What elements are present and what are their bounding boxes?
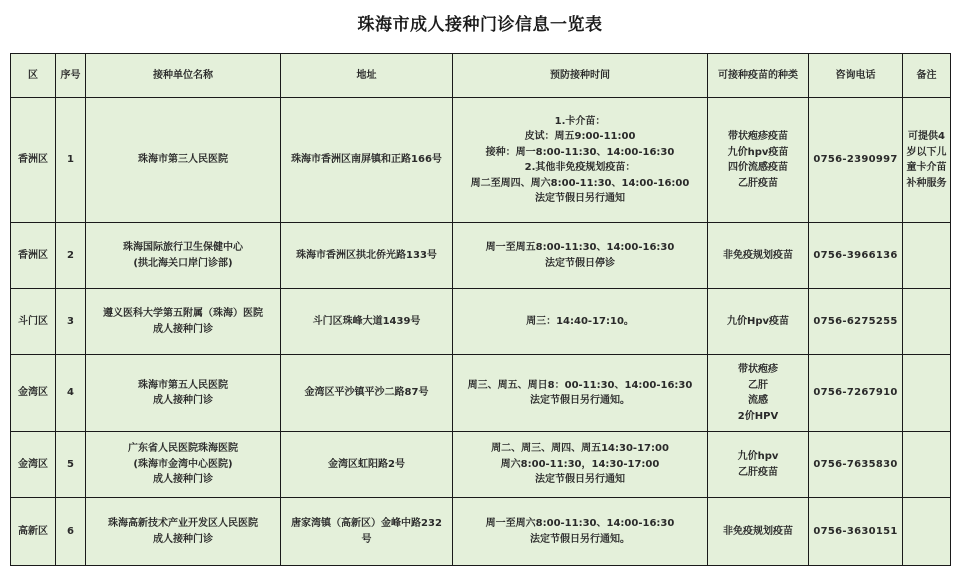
cell-address xyxy=(281,498,453,566)
cell-name xyxy=(86,98,281,223)
address-line: 金湾区虹阳路2号 xyxy=(328,458,405,470)
cell-phone: 0756-2390997 xyxy=(809,98,903,223)
name-line: 珠海国际旅行卫生保健中心 xyxy=(123,242,243,253)
cell-no: 2 xyxy=(56,223,86,289)
address-line: 珠海市香洲区拱北侨光路133号 xyxy=(296,249,437,261)
cell-phone: 0756-7635830 xyxy=(809,432,903,498)
cell-no: 3 xyxy=(56,289,86,355)
cell-no: 6 xyxy=(56,498,86,566)
vaccine-line: 带状疱疹 xyxy=(738,364,778,375)
cell-district: 高新区 xyxy=(11,498,56,566)
time-line: 法定节假日另行通知 xyxy=(535,474,625,486)
name-line: 成人接种门诊 xyxy=(153,533,213,545)
header-note: 备注 xyxy=(903,54,951,98)
table-row xyxy=(11,355,951,432)
cell-address xyxy=(281,98,453,223)
address-line: 唐家湾镇（高新区）金峰中路232 xyxy=(291,518,442,529)
name-line: 广东省人民医院珠海医院 xyxy=(128,443,238,455)
name-line: (拱北海关口岸门诊部) xyxy=(133,257,233,269)
table-row xyxy=(11,498,951,566)
name-line: 成人接种门诊 xyxy=(153,395,213,406)
cell-address xyxy=(281,355,453,432)
cell-note xyxy=(903,223,951,289)
name-line: 珠海高新技术产业开发区人民医院 xyxy=(108,518,258,529)
header-time: 预防接种时间 xyxy=(453,54,708,98)
cell-note xyxy=(903,289,951,355)
vaccine-line: 流感 xyxy=(748,395,768,406)
vaccine-line: 乙肝 xyxy=(748,379,768,391)
cell-phone: 0756-6275255 xyxy=(809,289,903,355)
cell-no: 5 xyxy=(56,432,86,498)
cell-name xyxy=(86,223,281,289)
cell-address xyxy=(281,223,453,289)
name-line: 珠海市第三人民医院 xyxy=(138,154,228,166)
name-line: 成人接种门诊 xyxy=(153,474,213,486)
cell-vaccines xyxy=(708,355,809,432)
name-line: 遵义医科大学第五附属（珠海）医院 xyxy=(103,308,263,319)
cell-time xyxy=(453,289,708,355)
header-district: 区 xyxy=(11,54,56,98)
cell-note xyxy=(903,498,951,566)
time-line: 周三、周五、周日8：00-11:30、14:00-16:30 xyxy=(467,379,693,391)
address-line: 斗门区珠峰大道1439号 xyxy=(312,315,421,327)
table-row xyxy=(11,432,951,498)
cell-note xyxy=(903,98,951,223)
time-line: 周一至周六8:00-11:30、14:00-16:30 xyxy=(485,518,675,529)
cell-name xyxy=(86,432,281,498)
note-line: 岁以下儿 xyxy=(906,146,947,158)
header-phone: 咨询电话 xyxy=(809,54,903,98)
note-line: 可提供4 xyxy=(908,131,945,142)
vaccine-line: 乙肝疫苗 xyxy=(738,466,778,478)
note-line: 童卡介苗 xyxy=(906,162,947,173)
time-line: 法定节假日另行通知 xyxy=(535,193,625,204)
address-line: 珠海市香洲区南屏镇和正路166号 xyxy=(291,154,442,166)
time-line: 皮试：周五9:00-11:00 xyxy=(524,131,636,142)
cell-no: 1 xyxy=(56,98,86,223)
vaccine-line: 乙肝疫苗 xyxy=(738,177,778,189)
time-line: 法定节假日停诊 xyxy=(545,257,615,269)
page-title: 珠海市成人接种门诊信息一览表 xyxy=(357,15,603,35)
vaccine-line: 九价hpv疫苗 xyxy=(727,146,789,158)
cell-time xyxy=(453,432,708,498)
time-line: 接种：周一8:00-11:30、14:00-16:30 xyxy=(485,146,675,158)
name-line: 珠海市第五人民医院 xyxy=(138,379,228,391)
time-line: 周六8:00-11:30，14:30-17:00 xyxy=(500,458,660,470)
cell-phone: 0756-7267910 xyxy=(809,355,903,432)
vaccine-line: 非免疫规划疫苗 xyxy=(723,249,793,261)
name-line: (珠海市金湾中心医院) xyxy=(133,458,233,470)
address-line: 金湾区平沙镇平沙二路87号 xyxy=(304,387,429,399)
time-line: 2.其他非免疫规划疫苗： xyxy=(524,162,636,173)
cell-name xyxy=(86,355,281,432)
cell-address xyxy=(281,432,453,498)
table-header-row xyxy=(11,54,951,98)
cell-district: 金湾区 xyxy=(11,355,56,432)
time-line: 周二至周四、周六8:00-11:30、14:00-16:00 xyxy=(470,177,690,189)
time-line: 法定节假日另行通知。 xyxy=(530,395,630,406)
cell-name xyxy=(86,498,281,566)
cell-vaccines xyxy=(708,498,809,566)
cell-district: 香洲区 xyxy=(11,223,56,289)
table-row xyxy=(11,223,951,289)
cell-address xyxy=(281,289,453,355)
header-vaccines: 可接种疫苗的种类 xyxy=(708,54,809,98)
table-row xyxy=(11,289,951,355)
cell-note xyxy=(903,355,951,432)
vaccine-line: 带状疱疹疫苗 xyxy=(728,131,788,142)
cell-vaccines xyxy=(708,223,809,289)
vaccine-line: 非免疫规划疫苗 xyxy=(723,525,793,537)
cell-district: 香洲区 xyxy=(11,98,56,223)
vaccine-line: 四价流感疫苗 xyxy=(728,162,788,173)
header-no: 序号 xyxy=(56,54,86,98)
time-line: 法定节假日另行通知。 xyxy=(530,533,630,545)
time-line: 周一至周五8:00-11:30、14:00-16:30 xyxy=(485,242,675,253)
header-name: 接种单位名称 xyxy=(86,54,281,98)
cell-district: 斗门区 xyxy=(11,289,56,355)
cell-vaccines xyxy=(708,98,809,223)
cell-phone: 0756-3630151 xyxy=(809,498,903,566)
time-line: 1.卡介苗： xyxy=(554,115,606,127)
cell-time xyxy=(453,98,708,223)
time-line: 周三：14:40-17:10。 xyxy=(526,315,634,327)
cell-time xyxy=(453,223,708,289)
vaccine-line: 2价HPV xyxy=(737,410,779,422)
table-row xyxy=(11,98,951,223)
cell-phone: 0756-3966136 xyxy=(809,223,903,289)
cell-vaccines xyxy=(708,289,809,355)
vaccine-line: 九价Hpv疫苗 xyxy=(726,315,790,327)
cell-district: 金湾区 xyxy=(11,432,56,498)
cell-vaccines xyxy=(708,432,809,498)
cell-name xyxy=(86,289,281,355)
cell-time xyxy=(453,498,708,566)
cell-no: 4 xyxy=(56,355,86,432)
header-address: 地址 xyxy=(281,54,453,98)
address-line: 号 xyxy=(361,533,372,545)
name-line: 成人接种门诊 xyxy=(153,323,213,335)
vaccine-line: 九价hpv xyxy=(737,451,779,462)
cell-time xyxy=(453,355,708,432)
time-line: 周二、周三、周四、周五14:30-17:00 xyxy=(491,443,669,455)
clinic-table xyxy=(10,53,951,566)
note-line: 补种服务 xyxy=(906,177,947,189)
cell-note xyxy=(903,432,951,498)
